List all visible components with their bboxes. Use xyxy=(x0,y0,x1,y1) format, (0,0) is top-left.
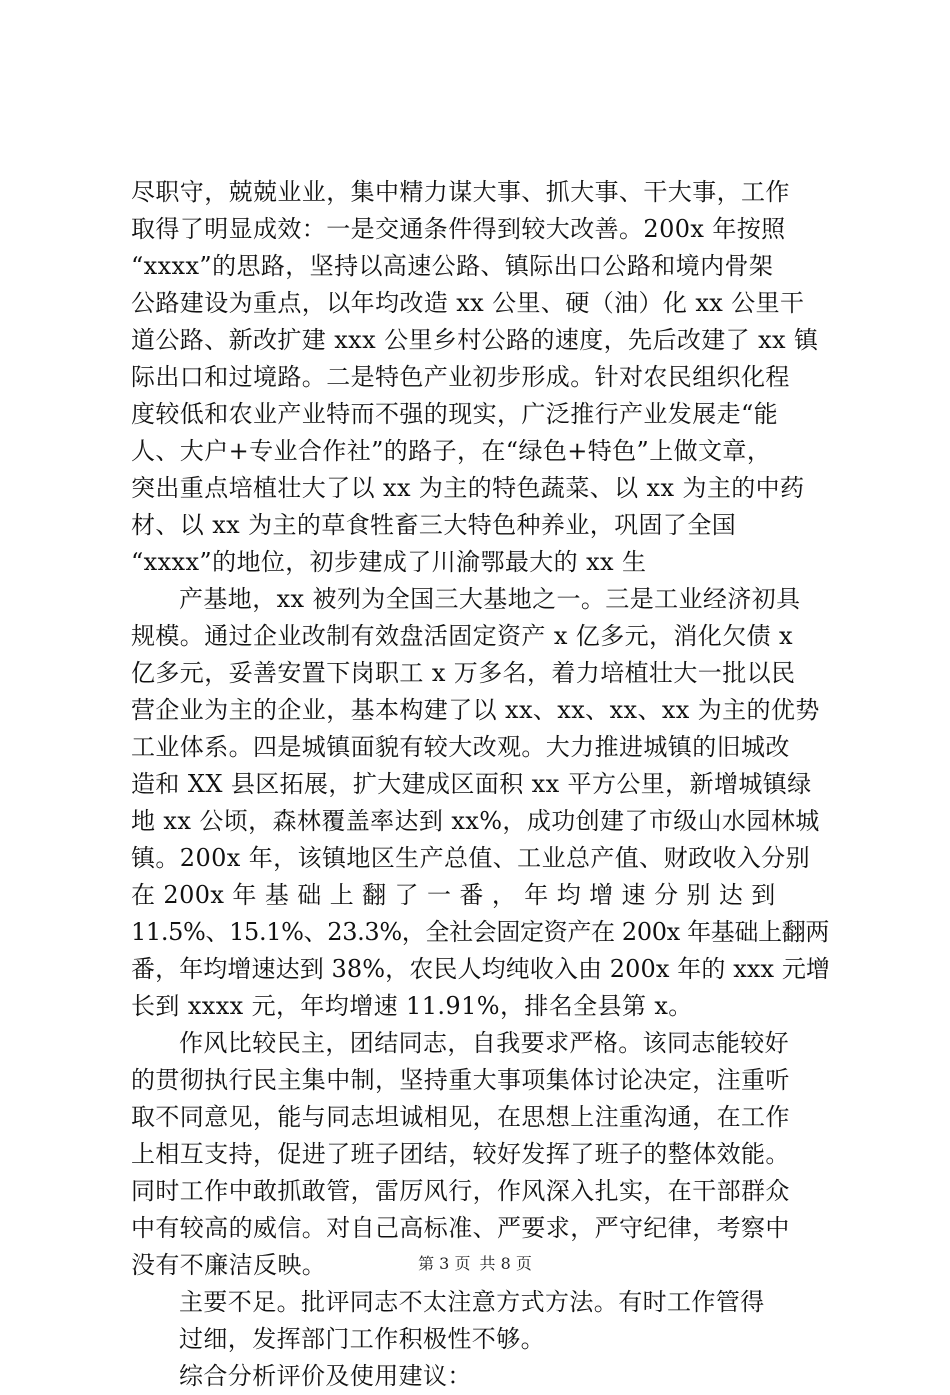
text-line: 同时工作中敢抓敢管，雷厉风行，作风深入扎实，在干部群众 xyxy=(131,1177,790,1205)
text-line: 长到 xxxx 元，年均增速 11.91%，排名全县第 x。 xyxy=(131,992,693,1020)
text-line: 过细，发挥部门工作积极性不够。 xyxy=(179,1325,545,1353)
document-body xyxy=(131,174,831,1395)
text-line: 11.5%、15.1%、23.3%，全社会固定资产在 200x 年基础上翻两 xyxy=(131,918,830,946)
text-line: 产基地，xx 被列为全国三大基地之一。三是工业经济初具 xyxy=(179,585,801,613)
text-line: 的贯彻执行民主集中制，坚持重大事项集体讨论决定，注重听 xyxy=(131,1066,790,1094)
text-line: “xxxx”的地位，初步建成了川渝鄂最大的 xx 生 xyxy=(131,548,647,576)
text-line: 番，年均增速达到 38%，农民人均纯收入由 200x 年的 xxx 元增 xyxy=(131,955,831,983)
text-line: 尽职守，兢兢业业，集中精力谋大事、抓大事、干大事，工作 xyxy=(131,178,790,206)
text-line: 造和 XX 县区拓展，扩大建成区面积 xx 平方公里，新增城镇绿 xyxy=(131,770,812,798)
text-line: 公路建设为重点，以年均改造 xx 公里、硬（油）化 xx 公里干 xyxy=(131,289,805,317)
text-line: 主要不足。批评同志不太注意方式方法。有时工作管得 xyxy=(179,1288,765,1316)
page-total: 共 8 页 xyxy=(479,1254,532,1273)
text-line: 突出重点培植壮大了以 xx 为主的特色蔬菜、以 xx 为主的中药 xyxy=(131,474,805,502)
text-line: 取不同意见，能与同志坦诚相见，在思想上注重沟通，在工作 xyxy=(131,1103,790,1131)
text-line: 镇。200x 年，该镇地区生产总值、工业总产值、财政收入分别 xyxy=(131,844,810,872)
text-line: 综合分析评价及使用建议： xyxy=(179,1362,472,1390)
text-line: 际出口和过境路。二是特色产业初步形成。针对农民组织化程 xyxy=(131,363,790,391)
text-line: 规模。通过企业改制有效盘活固定资产 x 亿多元，消化欠债 x xyxy=(131,622,793,650)
text-line: 营企业为主的企业，基本构建了以 xx、xx、xx、xx 为主的优势 xyxy=(131,696,820,724)
text-line: 工业体系。四是城镇面貌有较大改观。大力推进城镇的旧城改 xyxy=(131,733,790,761)
text-line: 亿多元，妥善安置下岗职工 x 万多名，着力培植壮大一批以民 xyxy=(131,659,796,687)
text-line: 没有不廉洁反映。 xyxy=(131,1251,327,1279)
page-footer xyxy=(0,1254,950,1274)
text-line: 中有较高的威信。对自己高标准、严要求，严守纪律，考察中 xyxy=(131,1214,790,1242)
text-line: 度较低和农业产业特而不强的现实，广泛推行产业发展走“能 xyxy=(131,400,779,428)
text-line: 上相互支持，促进了班子团结，较好发挥了班子的整体效能。 xyxy=(131,1140,790,1168)
text-line: 人、大户+专业合作社”的路子，在“绿色+特色”上做文章， xyxy=(131,437,772,465)
text-line: 材、以 xx 为主的草食牲畜三大特色种养业，巩固了全国 xyxy=(131,511,737,539)
text-line: 地 xx 公顷，森林覆盖率达到 xx%，成功创建了市级山水园林城 xyxy=(131,807,820,835)
text-line: 在 200x 年 基 础 上 翻 了 一 番 ， 年 均 增 速 分 别 达 到 xyxy=(131,881,776,909)
page-number: 第 3 页 xyxy=(418,1254,471,1273)
text-line: 道公路、新改扩建 xxx 公里乡村公路的速度，先后改建了 xx 镇 xyxy=(131,326,819,354)
text-line: 取得了明显成效：一是交通条件得到较大改善。200x 年按照 xyxy=(131,215,786,243)
text-line: “xxxx”的思路，坚持以高速公路、镇际出口公路和境内骨架 xyxy=(131,252,774,280)
text-line: 作风比较民主，团结同志，自我要求严格。该同志能较好 xyxy=(179,1029,789,1057)
